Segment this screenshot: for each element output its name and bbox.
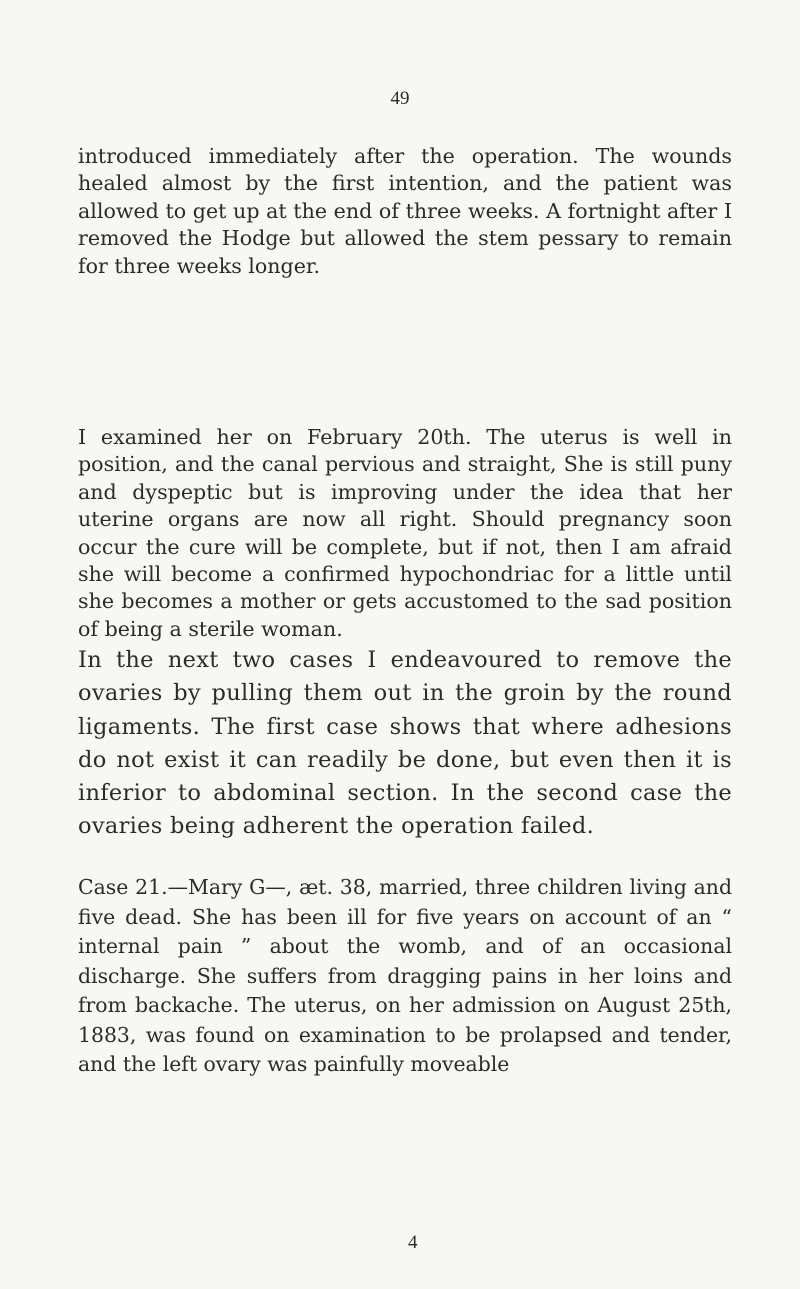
- paragraph-continuation: introduced immediately after the operation. The wounds healed almost by the first intention, and the patient was allowed to get up at the end of three weeks. A fortnight after I removed the Hodge but allowed the stem pessary to remain for three weeks longer.: [78, 144, 732, 278]
- signature-mark: 4: [408, 1232, 418, 1253]
- paragraph-case-21: Case 21.—Mary G—, æt. 38, married, three children living and five dead. She has been ill for five years on account of an “ internal pain ” about the womb, and of an occasional discharge. She suffers from dragging pains in her loins and from backache. The uterus, on her admission on August 25th, 1883, was found on examination to be prolapsed and tender, and the left ovary was painfully moveable: [78, 875, 732, 1076]
- page-number: 49: [390, 88, 410, 109]
- paragraph-examination: I examined her on February 20th. The uterus is well in position, and the canal pervious and straight, She is still puny and dyspeptic but is improving under the idea that her uterine organs are now all right. Should pregnancy soon occur the cure will be complete, but if not, then I am afraid she will become a confirmed hypochondriac for a little until she becomes a mother or gets accustomed to the sad position of being a sterile woman.: [78, 425, 732, 641]
- paragraph-next-cases: In the next two cases I endeavoured to remove the ovaries by pulling them out in the groin by the round ligaments. The first case shows that where adhesions do not exist it can readily be done, but even then it is inferior to abdominal section. In the second case the ovaries being adherent the operation failed.: [78, 647, 732, 840]
